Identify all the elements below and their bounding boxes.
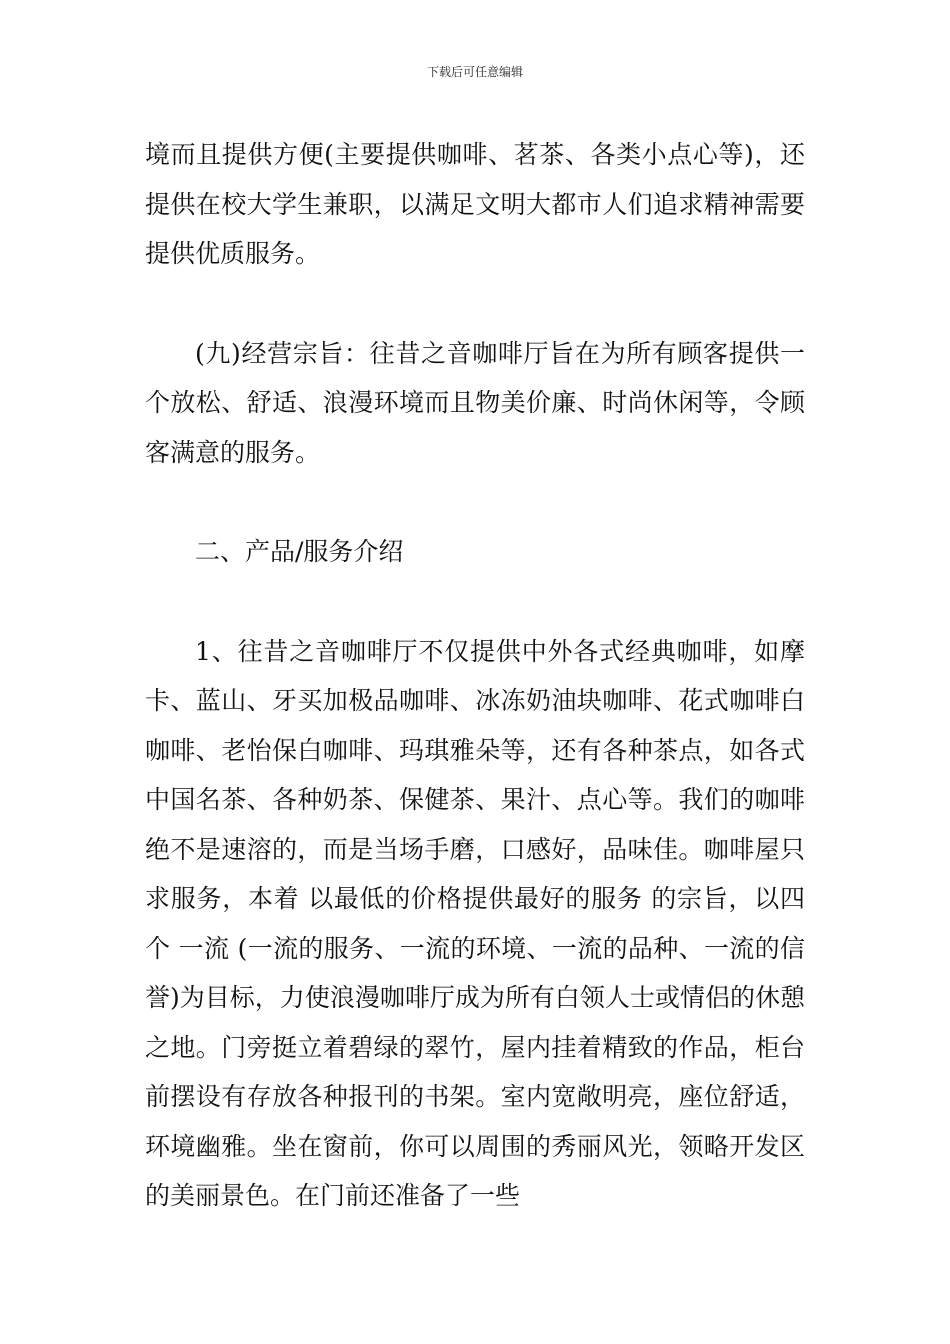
paragraph-products-intro: 1、往昔之音咖啡厅不仅提供中外各式经典咖啡，如摩卡、蓝山、牙买加极品咖啡、冰冻奶油块咖啡、花式咖啡白咖啡、老怡保白咖啡、玛琪雅朵等，还有各种茶点，如各式中国名茶、各种奶茶、保健茶、果汁、点心等。我们的咖啡绝不是速溶的，而是当场手磨，口感好，品味佳。咖啡屋只求服务，本着 以最低的价格提供最好的服务 的宗旨，以四个 一流 (一流的服务、一流的环境、一流的品种、一流的信誉)为目标，力使浪漫咖啡厅成为所有白领人士或情侣的休憩之地。门旁挺立着碧绿的翠竹，屋内挂着精致的作品，柜台前摆设有存放各种报刊的书架。室内宽敞明亮，座位舒适，环境幽雅。坐在窗前，你可以周围的秀丽风光，领略开发区的美丽景色。在门前还准备了一些 bbox=[145, 636, 805, 1210]
paragraph-gap bbox=[145, 577, 805, 627]
paragraph-continuation: 境而且提供方便(主要提供咖啡、茗茶、各类小点心等)，还提供在校大学生兼职，以满足文明大都市人们追求精神需要提供优质服务。 bbox=[145, 140, 805, 268]
page-header: 下载后可任意编辑 bbox=[426, 65, 523, 79]
paragraph-gap bbox=[145, 477, 805, 527]
paragraph-gap bbox=[145, 279, 805, 329]
document-body bbox=[145, 130, 805, 1221]
section-heading-products: 二、产品/服务介绍 bbox=[195, 537, 404, 566]
paragraph-business-purpose: (九)经营宗旨：往昔之音咖啡厅旨在为所有顾客提供一个放松、舒适、浪漫环境而且物美价廉、时尚休闲等，令顾客满意的服务。 bbox=[145, 338, 805, 467]
